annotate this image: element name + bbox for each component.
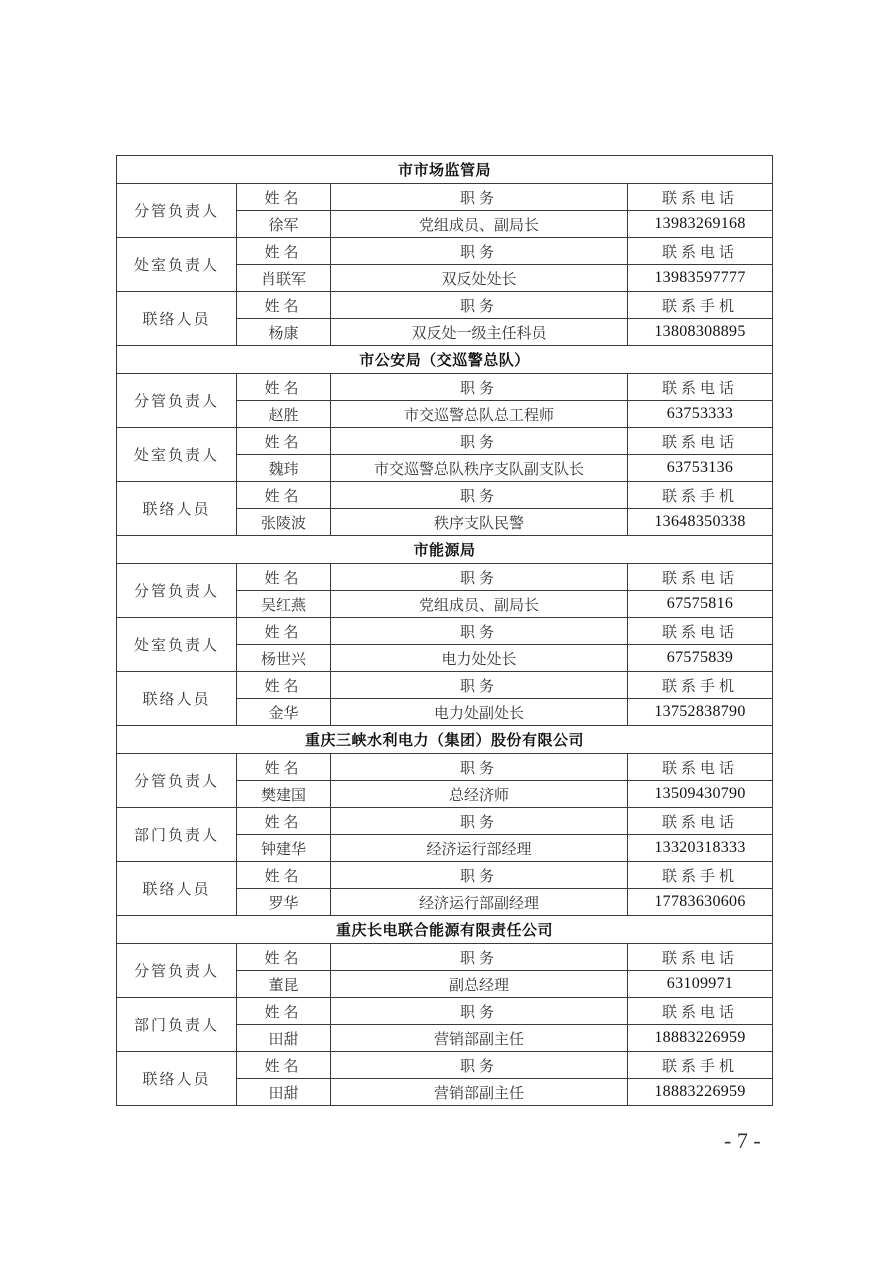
person-name: 田甜	[237, 1079, 331, 1106]
group-header-row	[117, 944, 773, 971]
person-position: 市交巡警总队总工程师	[331, 401, 628, 428]
header-position: 职务	[331, 374, 628, 401]
person-position: 营销部副主任	[331, 1079, 628, 1106]
group-header-row	[117, 428, 773, 455]
role-label: 分管负责人	[117, 184, 237, 238]
header-phone: 联系电话	[628, 944, 773, 971]
header-phone: 联系手机	[628, 1052, 773, 1079]
role-label: 联络人员	[117, 862, 237, 916]
person-phone: 63753136	[628, 455, 773, 482]
header-name: 姓名	[237, 374, 331, 401]
header-phone: 联系电话	[628, 754, 773, 781]
header-name: 姓名	[237, 482, 331, 509]
person-position: 党组成员、副局长	[331, 211, 628, 238]
person-name: 张陵波	[237, 509, 331, 536]
header-position: 职务	[331, 564, 628, 591]
group-header-row	[117, 374, 773, 401]
org-title-row	[117, 916, 773, 944]
person-position: 经济运行部副经理	[331, 889, 628, 916]
header-name: 姓名	[237, 618, 331, 645]
org-name: 市公安局（交巡警总队）	[117, 346, 773, 374]
person-position: 总经济师	[331, 781, 628, 808]
header-name: 姓名	[237, 238, 331, 265]
group-header-row	[117, 482, 773, 509]
header-name: 姓名	[237, 672, 331, 699]
person-position: 营销部副主任	[331, 1025, 628, 1052]
person-name: 金华	[237, 699, 331, 726]
person-phone: 63109971	[628, 971, 773, 998]
header-name: 姓名	[237, 292, 331, 319]
role-label: 联络人员	[117, 672, 237, 726]
person-position: 市交巡警总队秩序支队副支队长	[331, 455, 628, 482]
header-phone: 联系手机	[628, 292, 773, 319]
group-header-row	[117, 618, 773, 645]
org-name: 重庆长电联合能源有限责任公司	[117, 916, 773, 944]
person-position: 副总经理	[331, 971, 628, 998]
person-position: 秩序支队民警	[331, 509, 628, 536]
person-name: 田甜	[237, 1025, 331, 1052]
header-position: 职务	[331, 862, 628, 889]
person-name: 魏玮	[237, 455, 331, 482]
group-header-row	[117, 754, 773, 781]
person-phone: 67575839	[628, 645, 773, 672]
header-phone: 联系电话	[628, 618, 773, 645]
person-phone: 13648350338	[628, 509, 773, 536]
header-position: 职务	[331, 618, 628, 645]
header-name: 姓名	[237, 564, 331, 591]
role-label: 联络人员	[117, 1052, 237, 1106]
org-title-row	[117, 536, 773, 564]
role-label: 分管负责人	[117, 754, 237, 808]
person-position: 双反处处长	[331, 265, 628, 292]
group-header-row	[117, 238, 773, 265]
person-phone: 13983269168	[628, 211, 773, 238]
header-name: 姓名	[237, 1052, 331, 1079]
person-name: 杨康	[237, 319, 331, 346]
person-position: 电力处处长	[331, 645, 628, 672]
header-position: 职务	[331, 292, 628, 319]
group-header-row	[117, 564, 773, 591]
person-phone: 18883226959	[628, 1025, 773, 1052]
group-header-row	[117, 672, 773, 699]
header-name: 姓名	[237, 944, 331, 971]
person-name: 吴红燕	[237, 591, 331, 618]
header-phone: 联系电话	[628, 564, 773, 591]
group-header-row	[117, 1052, 773, 1079]
page-number: - 7 -	[724, 1128, 761, 1153]
header-position: 职务	[331, 944, 628, 971]
org-title-row	[117, 346, 773, 374]
table-body	[117, 156, 773, 1106]
role-label: 处室负责人	[117, 428, 237, 482]
header-phone: 联系电话	[628, 374, 773, 401]
org-name: 市市场监管局	[117, 156, 773, 184]
person-position: 双反处一级主任科员	[331, 319, 628, 346]
org-name: 重庆三峡水利电力（集团）股份有限公司	[117, 726, 773, 754]
header-phone: 联系电话	[628, 238, 773, 265]
role-label: 联络人员	[117, 482, 237, 536]
role-label: 分管负责人	[117, 374, 237, 428]
header-phone: 联系电话	[628, 428, 773, 455]
group-header-row	[117, 998, 773, 1025]
group-header-row	[117, 184, 773, 211]
contact-table	[116, 155, 773, 1106]
org-title-row	[117, 726, 773, 754]
person-name: 赵胜	[237, 401, 331, 428]
header-position: 职务	[331, 428, 628, 455]
header-position: 职务	[331, 672, 628, 699]
header-name: 姓名	[237, 998, 331, 1025]
person-position: 党组成员、副局长	[331, 591, 628, 618]
role-label: 分管负责人	[117, 564, 237, 618]
header-phone: 联系手机	[628, 482, 773, 509]
person-phone: 17783630606	[628, 889, 773, 916]
header-position: 职务	[331, 482, 628, 509]
person-phone: 13983597777	[628, 265, 773, 292]
person-position: 电力处副处长	[331, 699, 628, 726]
person-phone: 13509430790	[628, 781, 773, 808]
person-phone: 13752838790	[628, 699, 773, 726]
person-name: 徐军	[237, 211, 331, 238]
header-position: 职务	[331, 1052, 628, 1079]
header-name: 姓名	[237, 862, 331, 889]
header-position: 职务	[331, 808, 628, 835]
person-phone: 13320318333	[628, 835, 773, 862]
header-position: 职务	[331, 184, 628, 211]
org-title-row	[117, 156, 773, 184]
header-phone: 联系电话	[628, 998, 773, 1025]
group-header-row	[117, 808, 773, 835]
person-phone: 63753333	[628, 401, 773, 428]
role-label: 处室负责人	[117, 618, 237, 672]
header-phone: 联系电话	[628, 184, 773, 211]
person-name: 罗华	[237, 889, 331, 916]
header-name: 姓名	[237, 428, 331, 455]
person-phone: 67575816	[628, 591, 773, 618]
header-phone: 联系电话	[628, 808, 773, 835]
header-position: 职务	[331, 754, 628, 781]
role-label: 联络人员	[117, 292, 237, 346]
person-phone: 13808308895	[628, 319, 773, 346]
role-label: 部门负责人	[117, 808, 237, 862]
person-name: 董昆	[237, 971, 331, 998]
person-position: 经济运行部经理	[331, 835, 628, 862]
person-name: 肖联军	[237, 265, 331, 292]
group-header-row	[117, 862, 773, 889]
role-label: 部门负责人	[117, 998, 237, 1052]
group-header-row	[117, 292, 773, 319]
person-phone: 18883226959	[628, 1079, 773, 1106]
header-phone: 联系手机	[628, 672, 773, 699]
person-name: 樊建国	[237, 781, 331, 808]
header-name: 姓名	[237, 184, 331, 211]
header-phone: 联系手机	[628, 862, 773, 889]
header-position: 职务	[331, 998, 628, 1025]
role-label: 处室负责人	[117, 238, 237, 292]
person-name: 钟建华	[237, 835, 331, 862]
role-label: 分管负责人	[117, 944, 237, 998]
header-name: 姓名	[237, 808, 331, 835]
header-name: 姓名	[237, 754, 331, 781]
header-position: 职务	[331, 238, 628, 265]
org-name: 市能源局	[117, 536, 773, 564]
person-name: 杨世兴	[237, 645, 331, 672]
